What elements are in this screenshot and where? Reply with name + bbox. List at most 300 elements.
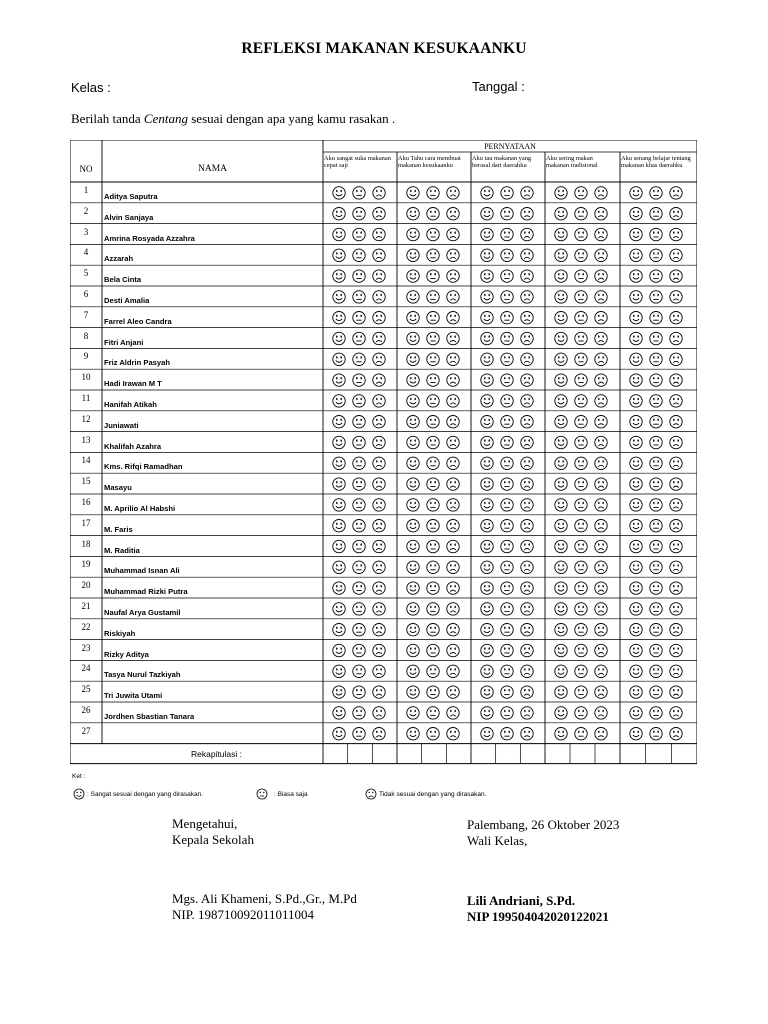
neutral-face-icon[interactable]: [501, 665, 513, 677]
neutral-face-icon[interactable]: [575, 270, 587, 282]
neutral-face-icon[interactable]: [501, 728, 513, 740]
sad-face-icon[interactable]: [373, 603, 385, 615]
sad-face-icon[interactable]: [670, 249, 682, 261]
happy-face-icon[interactable]: [481, 707, 493, 719]
sad-face-icon[interactable]: [595, 561, 607, 573]
sad-face-icon[interactable]: [447, 353, 459, 365]
happy-face-icon[interactable]: [555, 395, 567, 407]
happy-face-icon[interactable]: [481, 665, 493, 677]
neutral-face-icon[interactable]: [575, 187, 587, 199]
happy-face-icon[interactable]: [407, 644, 419, 656]
happy-face-icon[interactable]: [481, 291, 493, 303]
neutral-face-icon[interactable]: [650, 665, 662, 677]
sad-face-icon[interactable]: [521, 686, 533, 698]
sad-face-icon[interactable]: [670, 332, 682, 344]
happy-face-icon[interactable]: [407, 208, 419, 220]
neutral-face-icon[interactable]: [427, 436, 439, 448]
neutral-face-icon[interactable]: [501, 582, 513, 594]
happy-face-icon[interactable]: [630, 291, 642, 303]
happy-face-icon[interactable]: [481, 686, 493, 698]
neutral-face-icon[interactable]: [427, 249, 439, 261]
happy-face-icon[interactable]: [333, 603, 345, 615]
sad-face-icon[interactable]: [447, 395, 459, 407]
neutral-face-icon[interactable]: [650, 270, 662, 282]
sad-face-icon[interactable]: [521, 249, 533, 261]
neutral-face-icon[interactable]: [353, 249, 365, 261]
sad-face-icon[interactable]: [521, 312, 533, 324]
happy-face-icon[interactable]: [407, 353, 419, 365]
happy-face-icon[interactable]: [407, 395, 419, 407]
happy-face-icon[interactable]: [481, 270, 493, 282]
happy-face-icon[interactable]: [555, 249, 567, 261]
happy-face-icon[interactable]: [481, 436, 493, 448]
neutral-face-icon[interactable]: [575, 582, 587, 594]
sad-face-icon[interactable]: [373, 624, 385, 636]
neutral-face-icon[interactable]: [575, 374, 587, 386]
neutral-face-icon[interactable]: [427, 707, 439, 719]
sad-face-icon[interactable]: [447, 644, 459, 656]
neutral-face-icon[interactable]: [353, 374, 365, 386]
happy-face-icon[interactable]: [481, 187, 493, 199]
sad-face-icon[interactable]: [447, 728, 459, 740]
neutral-face-icon[interactable]: [650, 728, 662, 740]
happy-face-icon[interactable]: [630, 374, 642, 386]
neutral-face-icon[interactable]: [650, 520, 662, 532]
sad-face-icon[interactable]: [670, 436, 682, 448]
neutral-face-icon[interactable]: [650, 332, 662, 344]
happy-face-icon[interactable]: [555, 187, 567, 199]
sad-face-icon[interactable]: [447, 686, 459, 698]
sad-face-icon[interactable]: [670, 395, 682, 407]
neutral-face-icon[interactable]: [353, 187, 365, 199]
sad-face-icon[interactable]: [670, 707, 682, 719]
happy-face-icon[interactable]: [407, 457, 419, 469]
sad-face-icon[interactable]: [373, 416, 385, 428]
happy-face-icon[interactable]: [555, 624, 567, 636]
sad-face-icon[interactable]: [373, 520, 385, 532]
happy-face-icon[interactable]: [630, 686, 642, 698]
happy-face-icon[interactable]: [407, 499, 419, 511]
sad-face-icon[interactable]: [373, 270, 385, 282]
happy-face-icon[interactable]: [333, 499, 345, 511]
neutral-face-icon[interactable]: [353, 312, 365, 324]
neutral-face-icon[interactable]: [501, 540, 513, 552]
neutral-face-icon[interactable]: [427, 665, 439, 677]
sad-face-icon[interactable]: [670, 228, 682, 240]
neutral-face-icon[interactable]: [650, 582, 662, 594]
neutral-face-icon[interactable]: [501, 520, 513, 532]
neutral-face-icon[interactable]: [650, 644, 662, 656]
neutral-face-icon[interactable]: [575, 228, 587, 240]
sad-face-icon[interactable]: [595, 499, 607, 511]
sad-face-icon[interactable]: [670, 478, 682, 490]
happy-face-icon[interactable]: [481, 457, 493, 469]
neutral-face-icon[interactable]: [575, 312, 587, 324]
happy-face-icon[interactable]: [481, 228, 493, 240]
neutral-face-icon[interactable]: [575, 603, 587, 615]
sad-face-icon[interactable]: [670, 416, 682, 428]
sad-face-icon[interactable]: [670, 457, 682, 469]
neutral-face-icon[interactable]: [427, 582, 439, 594]
happy-face-icon[interactable]: [481, 208, 493, 220]
happy-face-icon[interactable]: [481, 520, 493, 532]
happy-face-icon[interactable]: [407, 686, 419, 698]
sad-face-icon[interactable]: [373, 353, 385, 365]
sad-face-icon[interactable]: [521, 624, 533, 636]
sad-face-icon[interactable]: [521, 540, 533, 552]
neutral-face-icon[interactable]: [353, 520, 365, 532]
happy-face-icon[interactable]: [407, 187, 419, 199]
neutral-face-icon[interactable]: [575, 457, 587, 469]
sad-face-icon[interactable]: [521, 728, 533, 740]
neutral-face-icon[interactable]: [353, 270, 365, 282]
neutral-face-icon[interactable]: [650, 353, 662, 365]
happy-face-icon[interactable]: [407, 665, 419, 677]
sad-face-icon[interactable]: [373, 457, 385, 469]
sad-face-icon[interactable]: [373, 561, 385, 573]
happy-face-icon[interactable]: [333, 728, 345, 740]
neutral-face-icon[interactable]: [575, 395, 587, 407]
sad-face-icon[interactable]: [521, 707, 533, 719]
happy-face-icon[interactable]: [407, 520, 419, 532]
neutral-face-icon[interactable]: [427, 624, 439, 636]
sad-face-icon[interactable]: [447, 249, 459, 261]
sad-face-icon[interactable]: [447, 624, 459, 636]
sad-face-icon[interactable]: [373, 374, 385, 386]
sad-face-icon[interactable]: [521, 520, 533, 532]
happy-face-icon[interactable]: [333, 353, 345, 365]
happy-face-icon[interactable]: [481, 582, 493, 594]
neutral-face-icon[interactable]: [427, 187, 439, 199]
neutral-face-icon[interactable]: [427, 332, 439, 344]
neutral-face-icon[interactable]: [427, 208, 439, 220]
neutral-face-icon[interactable]: [427, 644, 439, 656]
happy-face-icon[interactable]: [333, 208, 345, 220]
happy-face-icon[interactable]: [630, 478, 642, 490]
neutral-face-icon[interactable]: [501, 499, 513, 511]
neutral-face-icon[interactable]: [501, 208, 513, 220]
sad-face-icon[interactable]: [373, 644, 385, 656]
happy-face-icon[interactable]: [555, 728, 567, 740]
sad-face-icon[interactable]: [521, 208, 533, 220]
happy-face-icon[interactable]: [630, 270, 642, 282]
neutral-face-icon[interactable]: [501, 436, 513, 448]
sad-face-icon[interactable]: [670, 624, 682, 636]
sad-face-icon[interactable]: [595, 416, 607, 428]
neutral-face-icon[interactable]: [353, 416, 365, 428]
happy-face-icon[interactable]: [630, 624, 642, 636]
neutral-face-icon[interactable]: [427, 270, 439, 282]
sad-face-icon[interactable]: [447, 582, 459, 594]
neutral-face-icon[interactable]: [650, 436, 662, 448]
happy-face-icon[interactable]: [630, 332, 642, 344]
neutral-face-icon[interactable]: [501, 686, 513, 698]
happy-face-icon[interactable]: [333, 520, 345, 532]
neutral-face-icon[interactable]: [575, 561, 587, 573]
sad-face-icon[interactable]: [447, 291, 459, 303]
neutral-face-icon[interactable]: [501, 270, 513, 282]
happy-face-icon[interactable]: [333, 457, 345, 469]
sad-face-icon[interactable]: [521, 416, 533, 428]
happy-face-icon[interactable]: [333, 436, 345, 448]
neutral-face-icon[interactable]: [353, 436, 365, 448]
neutral-face-icon[interactable]: [427, 561, 439, 573]
neutral-face-icon[interactable]: [427, 478, 439, 490]
neutral-face-icon[interactable]: [501, 416, 513, 428]
happy-face-icon[interactable]: [555, 603, 567, 615]
neutral-face-icon[interactable]: [427, 728, 439, 740]
neutral-face-icon[interactable]: [501, 603, 513, 615]
sad-face-icon[interactable]: [521, 644, 533, 656]
happy-face-icon[interactable]: [630, 728, 642, 740]
sad-face-icon[interactable]: [373, 686, 385, 698]
neutral-face-icon[interactable]: [575, 332, 587, 344]
sad-face-icon[interactable]: [670, 353, 682, 365]
sad-face-icon[interactable]: [521, 270, 533, 282]
happy-face-icon[interactable]: [630, 208, 642, 220]
sad-face-icon[interactable]: [595, 332, 607, 344]
sad-face-icon[interactable]: [595, 582, 607, 594]
sad-face-icon[interactable]: [521, 561, 533, 573]
neutral-face-icon[interactable]: [501, 707, 513, 719]
neutral-face-icon[interactable]: [575, 353, 587, 365]
neutral-face-icon[interactable]: [575, 665, 587, 677]
happy-face-icon[interactable]: [630, 395, 642, 407]
happy-face-icon[interactable]: [555, 332, 567, 344]
happy-face-icon[interactable]: [630, 436, 642, 448]
happy-face-icon[interactable]: [333, 374, 345, 386]
neutral-face-icon[interactable]: [650, 228, 662, 240]
sad-face-icon[interactable]: [373, 395, 385, 407]
neutral-face-icon[interactable]: [427, 416, 439, 428]
sad-face-icon[interactable]: [447, 520, 459, 532]
happy-face-icon[interactable]: [555, 499, 567, 511]
sad-face-icon[interactable]: [521, 436, 533, 448]
neutral-face-icon[interactable]: [427, 520, 439, 532]
sad-face-icon[interactable]: [373, 582, 385, 594]
sad-face-icon[interactable]: [373, 707, 385, 719]
sad-face-icon[interactable]: [670, 374, 682, 386]
sad-face-icon[interactable]: [521, 374, 533, 386]
neutral-face-icon[interactable]: [650, 707, 662, 719]
neutral-face-icon[interactable]: [353, 624, 365, 636]
happy-face-icon[interactable]: [630, 187, 642, 199]
neutral-face-icon[interactable]: [353, 707, 365, 719]
neutral-face-icon[interactable]: [575, 436, 587, 448]
neutral-face-icon[interactable]: [501, 353, 513, 365]
happy-face-icon[interactable]: [555, 582, 567, 594]
happy-face-icon[interactable]: [333, 644, 345, 656]
sad-face-icon[interactable]: [447, 603, 459, 615]
happy-face-icon[interactable]: [630, 416, 642, 428]
neutral-face-icon[interactable]: [427, 312, 439, 324]
neutral-face-icon[interactable]: [501, 312, 513, 324]
happy-face-icon[interactable]: [407, 603, 419, 615]
sad-face-icon[interactable]: [447, 374, 459, 386]
sad-face-icon[interactable]: [670, 603, 682, 615]
happy-face-icon[interactable]: [481, 499, 493, 511]
sad-face-icon[interactable]: [373, 499, 385, 511]
neutral-face-icon[interactable]: [353, 603, 365, 615]
happy-face-icon[interactable]: [407, 582, 419, 594]
neutral-face-icon[interactable]: [427, 395, 439, 407]
neutral-face-icon[interactable]: [353, 728, 365, 740]
happy-face-icon[interactable]: [630, 353, 642, 365]
happy-face-icon[interactable]: [630, 603, 642, 615]
neutral-face-icon[interactable]: [650, 416, 662, 428]
happy-face-icon[interactable]: [555, 457, 567, 469]
sad-face-icon[interactable]: [521, 665, 533, 677]
sad-face-icon[interactable]: [521, 478, 533, 490]
sad-face-icon[interactable]: [595, 540, 607, 552]
happy-face-icon[interactable]: [333, 686, 345, 698]
sad-face-icon[interactable]: [595, 686, 607, 698]
happy-face-icon[interactable]: [407, 332, 419, 344]
happy-face-icon[interactable]: [407, 291, 419, 303]
neutral-face-icon[interactable]: [501, 332, 513, 344]
neutral-face-icon[interactable]: [650, 395, 662, 407]
happy-face-icon[interactable]: [481, 728, 493, 740]
happy-face-icon[interactable]: [555, 644, 567, 656]
neutral-face-icon[interactable]: [353, 353, 365, 365]
sad-face-icon[interactable]: [595, 478, 607, 490]
neutral-face-icon[interactable]: [353, 644, 365, 656]
happy-face-icon[interactable]: [630, 665, 642, 677]
sad-face-icon[interactable]: [373, 228, 385, 240]
sad-face-icon[interactable]: [447, 208, 459, 220]
neutral-face-icon[interactable]: [650, 499, 662, 511]
sad-face-icon[interactable]: [373, 187, 385, 199]
neutral-face-icon[interactable]: [575, 291, 587, 303]
happy-face-icon[interactable]: [333, 540, 345, 552]
happy-face-icon[interactable]: [333, 312, 345, 324]
neutral-face-icon[interactable]: [427, 228, 439, 240]
neutral-face-icon[interactable]: [650, 187, 662, 199]
happy-face-icon[interactable]: [555, 478, 567, 490]
neutral-face-icon[interactable]: [501, 624, 513, 636]
happy-face-icon[interactable]: [481, 603, 493, 615]
happy-face-icon[interactable]: [333, 665, 345, 677]
neutral-face-icon[interactable]: [501, 478, 513, 490]
sad-face-icon[interactable]: [670, 499, 682, 511]
sad-face-icon[interactable]: [670, 665, 682, 677]
sad-face-icon[interactable]: [521, 582, 533, 594]
sad-face-icon[interactable]: [595, 728, 607, 740]
happy-face-icon[interactable]: [333, 561, 345, 573]
happy-face-icon[interactable]: [481, 353, 493, 365]
happy-face-icon[interactable]: [555, 291, 567, 303]
sad-face-icon[interactable]: [595, 312, 607, 324]
sad-face-icon[interactable]: [595, 374, 607, 386]
happy-face-icon[interactable]: [481, 644, 493, 656]
sad-face-icon[interactable]: [670, 187, 682, 199]
neutral-face-icon[interactable]: [353, 208, 365, 220]
neutral-face-icon[interactable]: [501, 457, 513, 469]
happy-face-icon[interactable]: [481, 416, 493, 428]
neutral-face-icon[interactable]: [427, 374, 439, 386]
sad-face-icon[interactable]: [521, 395, 533, 407]
sad-face-icon[interactable]: [373, 208, 385, 220]
sad-face-icon[interactable]: [595, 249, 607, 261]
happy-face-icon[interactable]: [407, 624, 419, 636]
happy-face-icon[interactable]: [481, 249, 493, 261]
happy-face-icon[interactable]: [630, 499, 642, 511]
happy-face-icon[interactable]: [630, 561, 642, 573]
sad-face-icon[interactable]: [670, 312, 682, 324]
sad-face-icon[interactable]: [521, 353, 533, 365]
happy-face-icon[interactable]: [555, 561, 567, 573]
neutral-face-icon[interactable]: [575, 540, 587, 552]
sad-face-icon[interactable]: [521, 228, 533, 240]
sad-face-icon[interactable]: [670, 644, 682, 656]
neutral-face-icon[interactable]: [575, 686, 587, 698]
happy-face-icon[interactable]: [555, 686, 567, 698]
happy-face-icon[interactable]: [407, 374, 419, 386]
sad-face-icon[interactable]: [595, 707, 607, 719]
sad-face-icon[interactable]: [595, 457, 607, 469]
neutral-face-icon[interactable]: [501, 374, 513, 386]
neutral-face-icon[interactable]: [650, 624, 662, 636]
neutral-face-icon[interactable]: [650, 312, 662, 324]
sad-face-icon[interactable]: [595, 208, 607, 220]
sad-face-icon[interactable]: [447, 270, 459, 282]
happy-face-icon[interactable]: [630, 582, 642, 594]
happy-face-icon[interactable]: [630, 644, 642, 656]
neutral-face-icon[interactable]: [650, 291, 662, 303]
sad-face-icon[interactable]: [595, 395, 607, 407]
neutral-face-icon[interactable]: [353, 291, 365, 303]
sad-face-icon[interactable]: [521, 187, 533, 199]
neutral-face-icon[interactable]: [650, 561, 662, 573]
happy-face-icon[interactable]: [481, 540, 493, 552]
neutral-face-icon[interactable]: [650, 540, 662, 552]
happy-face-icon[interactable]: [481, 395, 493, 407]
sad-face-icon[interactable]: [670, 291, 682, 303]
neutral-face-icon[interactable]: [427, 540, 439, 552]
neutral-face-icon[interactable]: [501, 249, 513, 261]
sad-face-icon[interactable]: [373, 436, 385, 448]
happy-face-icon[interactable]: [333, 478, 345, 490]
happy-face-icon[interactable]: [333, 249, 345, 261]
neutral-face-icon[interactable]: [353, 228, 365, 240]
neutral-face-icon[interactable]: [427, 457, 439, 469]
happy-face-icon[interactable]: [630, 249, 642, 261]
neutral-face-icon[interactable]: [501, 644, 513, 656]
neutral-face-icon[interactable]: [501, 187, 513, 199]
happy-face-icon[interactable]: [630, 457, 642, 469]
happy-face-icon[interactable]: [555, 208, 567, 220]
happy-face-icon[interactable]: [407, 561, 419, 573]
neutral-face-icon[interactable]: [353, 332, 365, 344]
sad-face-icon[interactable]: [447, 561, 459, 573]
happy-face-icon[interactable]: [630, 312, 642, 324]
happy-face-icon[interactable]: [333, 332, 345, 344]
sad-face-icon[interactable]: [373, 291, 385, 303]
neutral-face-icon[interactable]: [353, 457, 365, 469]
neutral-face-icon[interactable]: [353, 686, 365, 698]
sad-face-icon[interactable]: [595, 270, 607, 282]
happy-face-icon[interactable]: [407, 436, 419, 448]
neutral-face-icon[interactable]: [427, 686, 439, 698]
neutral-face-icon[interactable]: [501, 561, 513, 573]
neutral-face-icon[interactable]: [650, 249, 662, 261]
sad-face-icon[interactable]: [521, 603, 533, 615]
sad-face-icon[interactable]: [373, 312, 385, 324]
happy-face-icon[interactable]: [407, 728, 419, 740]
happy-face-icon[interactable]: [333, 291, 345, 303]
sad-face-icon[interactable]: [670, 270, 682, 282]
happy-face-icon[interactable]: [407, 270, 419, 282]
